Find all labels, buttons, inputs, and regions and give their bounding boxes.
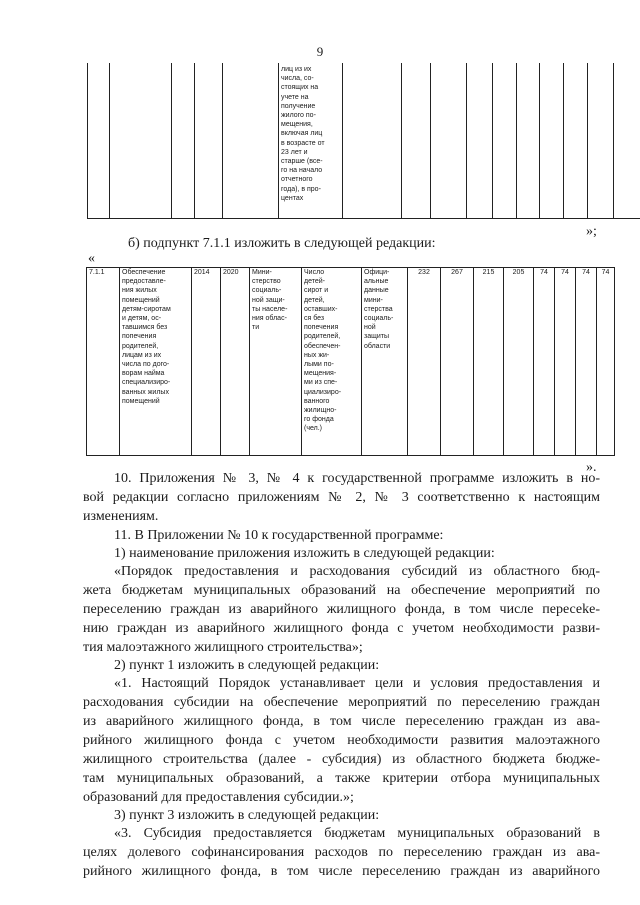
paragraph-line: 1) наименование приложения изложить в следующей редакции: [114,546,495,561]
value-cell: 215 [474,268,504,456]
year-end: 2020 [221,268,250,456]
paragraph-line: целях долевого софинансирования расходов по переселению граждан из ава- [83,845,600,860]
paragraph-line: расходования субсидии на обеспечение мероприятий по переселению граждан [83,695,600,710]
paragraph-line: изменениям. [83,509,159,524]
value-cell: 74 [555,268,576,456]
value-cell: 74 [597,268,615,456]
table-row [88,63,640,219]
paragraph-line: 10. Приложения № 3, № 4 к государственной программе изложить в но- [114,471,600,486]
continuation-table [87,63,640,219]
paragraph-line: жета бюджетам муниципальных образований на обеспечение мероприятий по [83,583,600,598]
executor: Мини- стерство социаль- ной защи- ты населе- ния облас- ти [250,268,302,456]
subitem-7-1-1-table [86,267,615,456]
paragraph-line: рийного жилищного фонда, в том числе переселению граждан из аварийного [83,864,600,879]
year-start: 2014 [192,268,221,456]
value-cell: 267 [441,268,474,456]
closing-quote: ». [586,460,597,475]
row-number: 7.1.1 [87,268,120,456]
paragraph-line: нию граждан из аварийного жилищного фонда с учетом необходимости разви- [83,621,600,636]
measure-name: Обеспечение предоставле- ния жилых помещений детям-сиротам и детям, ос- тавшимся без попечения родителей, лицам из их числа по дого- ворам найма специализиро- ванных жилых помещений [120,268,192,456]
value-cell: 205 [504,268,534,456]
paragraph-line: «Порядок предоставления и расходования субсидий из областного бюд- [114,564,600,579]
paragraph-line: 2) пункт 1 изложить в следующей редакции: [114,658,380,673]
closing-quote: »; [586,224,597,239]
value-cell: 232 [408,268,441,456]
paragraph-line: тия малоэтажного жилищного строительства»; [83,640,363,655]
paragraph-line: жилищного строительства (далее - субсидия) из областного бюджета бюдже- [83,752,600,767]
paragraph-line: переселению граждан из аварийного жилищного фонда, в том числе пересеkе- [83,602,600,617]
paragraph-line: там муниципальных образований, а также критерии отбора муниципальных [83,771,600,786]
indicator-cell: лиц из их числа, со- стоящих на учете на получение жилого по- мещения, включая лиц в возрасте от 23 лет и старше (все- го на начало отчетного года), в про- центах [279,63,343,219]
value-cell: 74 [534,268,555,456]
paragraph-line: 11. В Приложении № 10 к государственной программе: [114,528,444,543]
paragraph-line: 3) пункт 3 изложить в следующей редакции: [114,808,380,823]
value-cell: 74 [576,268,597,456]
paragraph-line: рийного жилищного фонда с учетом необходимости развития малоэтажного [83,733,600,748]
data-source: Офици- альные данные мини- стерства социаль- ной защиты области [362,268,408,456]
indicator: Число детей- сирот и детей, оставших- ся без попечения родителей, обеспечен- ных жи- лыми по- мещения- ми из спе- циализиро- ванного жилищно- го фонда (чел.) [302,268,362,456]
paragraph-line: вой редакции согласно приложениям № 2, № 3 соответственно к настоящим [83,490,600,505]
page-number: 9 [316,44,324,59]
paragraph-line: «1. Настоящий Порядок устанавливает цели и условия предоставления и [114,676,600,691]
table-row [87,268,615,456]
subitem-b-heading: б) подпункт 7.1.1 изложить в следующей редакции: [128,236,436,251]
paragraph-line: образований для предоставления субсидии.»; [83,790,354,805]
paragraph-line: из аварийного жилищного фонда, в том числе переселению граждан из ава- [83,714,600,729]
paragraph-line: «3. Субсидия предоставляется бюджетам муниципальных образований в [114,826,600,841]
opening-quote: « [88,251,95,266]
